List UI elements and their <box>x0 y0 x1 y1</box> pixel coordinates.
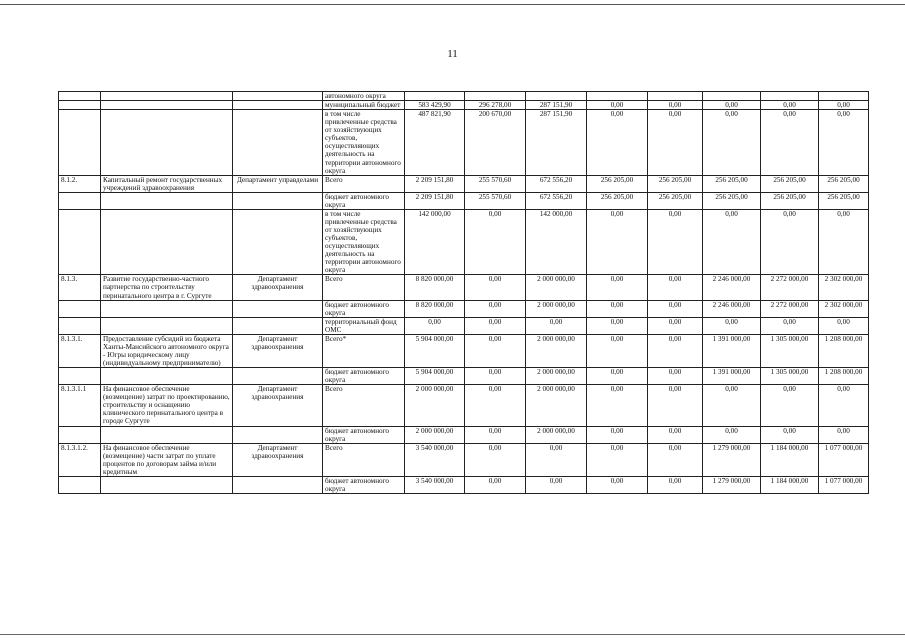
year-2017-cell: 0,00 <box>648 209 703 275</box>
year-2015-cell: 287 151,90 <box>526 110 587 176</box>
year-2018-cell: 0,00 <box>703 385 761 426</box>
total-amount-cell: 2 000 000,00 <box>405 426 465 443</box>
item-code-cell <box>59 300 101 317</box>
year-2018-cell: 256 205,00 <box>703 175 761 192</box>
executor-cell <box>233 476 323 493</box>
funding-source-cell: бюджет автономного округа <box>323 192 405 209</box>
table-row <box>59 275 869 300</box>
year-2020-cell: 0,00 <box>819 110 869 176</box>
funding-source-cell: автономного округа <box>323 92 405 101</box>
funding-source-cell: Всего <box>323 443 405 476</box>
year-2020-cell: 256 205,00 <box>819 175 869 192</box>
year-2020-cell: 1 208 000,00 <box>819 334 869 367</box>
year-2019-cell: 0,00 <box>761 101 819 110</box>
top-scan-edge <box>0 4 905 5</box>
total-amount-cell: 5 904 000,00 <box>405 334 465 367</box>
total-amount-cell: 2 000 000,00 <box>405 385 465 426</box>
funding-source-cell: бюджет автономного округа <box>323 368 405 385</box>
funding-source-cell: бюджет автономного округа <box>323 300 405 317</box>
table-row <box>59 385 869 426</box>
funding-source-cell: бюджет автономного округа <box>323 476 405 493</box>
year-2020-cell: 0,00 <box>819 426 869 443</box>
year-2014-cell: 0,00 <box>465 334 526 367</box>
year-2017-cell: 0,00 <box>648 101 703 110</box>
total-amount-cell: 3 540 000,00 <box>405 476 465 493</box>
total-amount-cell: 5 904 000,00 <box>405 368 465 385</box>
year-2018-cell: 1 391 000,00 <box>703 368 761 385</box>
year-2017-cell: 0,00 <box>648 368 703 385</box>
item-code-cell: 8.1.3.1.2. <box>59 443 101 476</box>
year-2016-cell: 0,00 <box>587 476 648 493</box>
table-row <box>59 110 869 176</box>
page-number: 11 <box>447 48 458 60</box>
year-2016-cell: 256 205,00 <box>587 192 648 209</box>
year-2018-cell: 0,00 <box>703 101 761 110</box>
executor-cell <box>233 192 323 209</box>
year-2018-cell: 1 391 000,00 <box>703 334 761 367</box>
table-row <box>59 317 869 334</box>
executor-cell <box>233 101 323 110</box>
funding-source-cell: бюджет автономного округа <box>323 426 405 443</box>
table-row <box>59 209 869 275</box>
table-row <box>59 192 869 209</box>
year-2018-cell: 256 205,00 <box>703 192 761 209</box>
year-2018-cell: 0,00 <box>703 317 761 334</box>
activity-name-cell: На финансовое обеспечение (возмещение) части затрат по уплате процентов по договорам займа и/или кредитным <box>101 443 233 476</box>
executor-cell <box>233 110 323 176</box>
year-2019-cell: 2 272 000,00 <box>761 275 819 300</box>
year-2015-cell: 2 000 000,00 <box>526 368 587 385</box>
year-2016-cell: 0,00 <box>587 334 648 367</box>
year-2020-cell: 1 077 000,00 <box>819 443 869 476</box>
table-row <box>59 443 869 476</box>
executor-cell <box>233 92 323 101</box>
table-row <box>59 175 869 192</box>
year-2015-cell: 2 000 000,00 <box>526 426 587 443</box>
activity-name-cell <box>101 92 233 101</box>
year-2016-cell: 0,00 <box>587 385 648 426</box>
year-2020-cell: 0,00 <box>819 209 869 275</box>
year-2019-cell: 256 205,00 <box>761 175 819 192</box>
year-2015-cell: 2 000 000,00 <box>526 385 587 426</box>
executor-cell: Департамент здравоохранения <box>233 275 323 300</box>
budget-table <box>58 91 869 494</box>
item-code-cell <box>59 476 101 493</box>
year-2019-cell: 0,00 <box>761 426 819 443</box>
year-2019-cell <box>761 92 819 101</box>
item-code-cell: 8.1.2. <box>59 175 101 192</box>
year-2014-cell: 255 570,60 <box>465 175 526 192</box>
year-2016-cell: 0,00 <box>587 110 648 176</box>
year-2017-cell: 0,00 <box>648 317 703 334</box>
executor-cell: Департамент здравоохранения <box>233 385 323 426</box>
year-2019-cell: 0,00 <box>761 317 819 334</box>
year-2015-cell: 2 000 000,00 <box>526 334 587 367</box>
total-amount-cell: 8 820 000,00 <box>405 300 465 317</box>
executor-cell <box>233 209 323 275</box>
year-2015-cell: 672 556,20 <box>526 175 587 192</box>
year-2019-cell: 1 305 000,00 <box>761 334 819 367</box>
item-code-cell <box>59 192 101 209</box>
year-2018-cell <box>703 92 761 101</box>
executor-cell <box>233 317 323 334</box>
executor-cell: Департамент управделами <box>233 175 323 192</box>
item-code-cell: 8.1.3. <box>59 275 101 300</box>
year-2015-cell: 287 151,90 <box>526 101 587 110</box>
item-code-cell <box>59 92 101 101</box>
year-2014-cell: 0,00 <box>465 275 526 300</box>
year-2020-cell: 0,00 <box>819 385 869 426</box>
table-row <box>59 300 869 317</box>
year-2018-cell: 0,00 <box>703 209 761 275</box>
year-2018-cell: 0,00 <box>703 426 761 443</box>
year-2017-cell: 0,00 <box>648 385 703 426</box>
year-2016-cell: 0,00 <box>587 368 648 385</box>
activity-name-cell <box>101 101 233 110</box>
year-2019-cell: 0,00 <box>761 110 819 176</box>
total-amount-cell: 142 000,00 <box>405 209 465 275</box>
year-2014-cell: 0,00 <box>465 300 526 317</box>
table-row <box>59 334 869 367</box>
year-2017-cell: 0,00 <box>648 110 703 176</box>
year-2017-cell <box>648 92 703 101</box>
year-2019-cell: 0,00 <box>761 209 819 275</box>
activity-name-cell <box>101 110 233 176</box>
activity-name-cell <box>101 300 233 317</box>
activity-name-cell <box>101 192 233 209</box>
total-amount-cell: 8 820 000,00 <box>405 275 465 300</box>
year-2018-cell: 2 246 000,00 <box>703 275 761 300</box>
year-2018-cell: 2 246 000,00 <box>703 300 761 317</box>
funding-source-cell: Всего <box>323 175 405 192</box>
year-2015-cell: 0,00 <box>526 317 587 334</box>
year-2014-cell: 0,00 <box>465 443 526 476</box>
funding-source-cell: Всего* <box>323 334 405 367</box>
year-2017-cell: 0,00 <box>648 334 703 367</box>
executor-cell <box>233 426 323 443</box>
year-2017-cell: 0,00 <box>648 476 703 493</box>
item-code-cell <box>59 426 101 443</box>
table-row <box>59 101 869 110</box>
year-2020-cell: 0,00 <box>819 101 869 110</box>
year-2014-cell: 255 570,60 <box>465 192 526 209</box>
year-2019-cell: 256 205,00 <box>761 192 819 209</box>
funding-source-cell: в том числе привлеченные средства от хозяйствующих субъектов, осуществляющих деятельность на территории автономного округа <box>323 110 405 176</box>
year-2016-cell: 0,00 <box>587 426 648 443</box>
year-2014-cell: 0,00 <box>465 368 526 385</box>
year-2016-cell: 256 205,00 <box>587 175 648 192</box>
year-2016-cell: 0,00 <box>587 101 648 110</box>
executor-cell <box>233 300 323 317</box>
year-2020-cell: 0,00 <box>819 317 869 334</box>
executor-cell <box>233 368 323 385</box>
total-amount-cell: 0,00 <box>405 317 465 334</box>
year-2014-cell: 0,00 <box>465 209 526 275</box>
year-2020-cell: 1 208 000,00 <box>819 368 869 385</box>
year-2020-cell: 2 302 000,00 <box>819 300 869 317</box>
year-2019-cell: 1 305 000,00 <box>761 368 819 385</box>
table-row <box>59 92 869 101</box>
year-2015-cell <box>526 92 587 101</box>
year-2016-cell: 0,00 <box>587 275 648 300</box>
year-2014-cell: 0,00 <box>465 426 526 443</box>
executor-cell: Департамент здравоохранения <box>233 334 323 367</box>
year-2017-cell: 256 205,00 <box>648 175 703 192</box>
item-code-cell <box>59 101 101 110</box>
year-2015-cell: 142 000,00 <box>526 209 587 275</box>
year-2016-cell: 0,00 <box>587 209 648 275</box>
year-2018-cell: 0,00 <box>703 110 761 176</box>
total-amount-cell: 3 540 000,00 <box>405 443 465 476</box>
year-2017-cell: 256 205,00 <box>648 192 703 209</box>
item-code-cell: 8.1.3.1. <box>59 334 101 367</box>
funding-source-cell: муниципальный бюджет <box>323 101 405 110</box>
year-2017-cell: 0,00 <box>648 426 703 443</box>
table-row <box>59 476 869 493</box>
year-2016-cell: 0,00 <box>587 300 648 317</box>
year-2019-cell: 2 272 000,00 <box>761 300 819 317</box>
year-2014-cell: 0,00 <box>465 476 526 493</box>
year-2014-cell <box>465 92 526 101</box>
activity-name-cell: Предоставление субсидий из бюджета Ханты-Мансийского автономного округа - Югры юридическому лицу (индивидуальному предпринимателю) <box>101 334 233 367</box>
funding-source-cell: территориальный фонд ОМС <box>323 317 405 334</box>
activity-name-cell <box>101 317 233 334</box>
funding-source-cell: Всего <box>323 275 405 300</box>
year-2017-cell: 0,00 <box>648 275 703 300</box>
year-2020-cell <box>819 92 869 101</box>
year-2020-cell: 256 205,00 <box>819 192 869 209</box>
item-code-cell <box>59 209 101 275</box>
activity-name-cell: Капитальный ремонт государственных учреждений здравоохранения <box>101 175 233 192</box>
year-2018-cell: 1 279 000,00 <box>703 476 761 493</box>
activity-name-cell: Развитие государственно-частного партнерства по строительству перинатального центра в г. Сургуте <box>101 275 233 300</box>
year-2015-cell: 2 000 000,00 <box>526 275 587 300</box>
year-2015-cell: 0,00 <box>526 443 587 476</box>
year-2016-cell <box>587 92 648 101</box>
activity-name-cell <box>101 209 233 275</box>
item-code-cell <box>59 317 101 334</box>
year-2017-cell: 0,00 <box>648 443 703 476</box>
executor-cell: Департамент здравоохранения <box>233 443 323 476</box>
funding-source-cell: Всего <box>323 385 405 426</box>
total-amount-cell: 2 209 151,80 <box>405 192 465 209</box>
activity-name-cell <box>101 476 233 493</box>
year-2019-cell: 0,00 <box>761 385 819 426</box>
year-2014-cell: 296 278,00 <box>465 101 526 110</box>
year-2014-cell: 0,00 <box>465 385 526 426</box>
activity-name-cell <box>101 426 233 443</box>
year-2019-cell: 1 184 000,00 <box>761 443 819 476</box>
bottom-scan-edge <box>0 634 905 635</box>
year-2019-cell: 1 184 000,00 <box>761 476 819 493</box>
activity-name-cell <box>101 368 233 385</box>
year-2016-cell: 0,00 <box>587 317 648 334</box>
total-amount-cell <box>405 92 465 101</box>
year-2014-cell: 200 670,00 <box>465 110 526 176</box>
activity-name-cell: На финансовое обеспечение (возмещение) затрат по проектированию, строительству и оснащению клинического перинатального центра в городе Сургуте <box>101 385 233 426</box>
year-2018-cell: 1 279 000,00 <box>703 443 761 476</box>
year-2015-cell: 672 556,20 <box>526 192 587 209</box>
table-row <box>59 368 869 385</box>
table-row <box>59 426 869 443</box>
year-2017-cell: 0,00 <box>648 300 703 317</box>
total-amount-cell: 487 821,90 <box>405 110 465 176</box>
item-code-cell <box>59 368 101 385</box>
total-amount-cell: 583 429,90 <box>405 101 465 110</box>
year-2015-cell: 2 000 000,00 <box>526 300 587 317</box>
year-2014-cell: 0,00 <box>465 317 526 334</box>
year-2016-cell: 0,00 <box>587 443 648 476</box>
year-2020-cell: 2 302 000,00 <box>819 275 869 300</box>
item-code-cell <box>59 110 101 176</box>
year-2020-cell: 1 077 000,00 <box>819 476 869 493</box>
funding-source-cell: в том числе привлеченные средства от хозяйствующих субъектов, осуществляющих деятельность на территории автономного округа <box>323 209 405 275</box>
year-2015-cell: 0,00 <box>526 476 587 493</box>
total-amount-cell: 2 209 151,80 <box>405 175 465 192</box>
item-code-cell: 8.1.3.1.1 <box>59 385 101 426</box>
